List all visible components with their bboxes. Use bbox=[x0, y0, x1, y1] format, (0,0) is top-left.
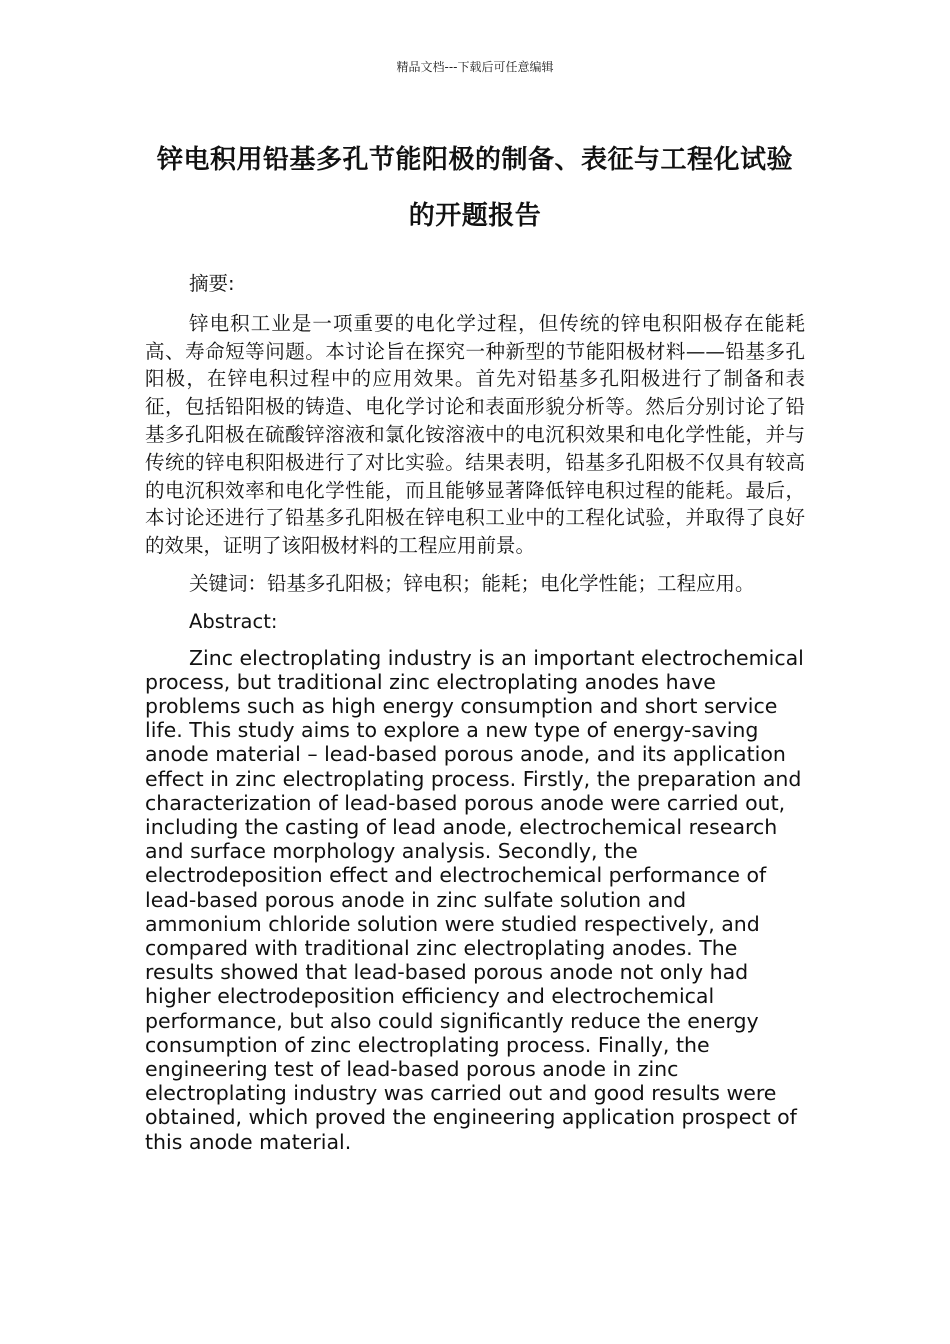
document-title: 锌电积用铅基多孔节能阳极的制备、表征与工程化试验的开题报告 bbox=[156, 145, 793, 231]
abstract-label-cn: 摘要: bbox=[189, 272, 235, 295]
abstract-paragraph-cn: 锌电积工业是一项重要的电化学过程，但传统的锌电积阳极存在能耗高、寿命短等问题。本讨论旨在探究一种新型的节能阳极材料——铅基多孔阳极，在锌电积过程中的应用效果。首先对铅基多孔阳极进行了制备和表征，包括铅阳极的铸造、电化学讨论和表面形貌分析等。然后分别讨论了铅基多孔阳极在硫酸锌溶液和氯化铵溶液中的电沉积效果和电化学性能，并与传统的锌电积阳极进行了对比实验。结果表明，铅基多孔阳极不仅具有较高的电沉积效率和电化学性能，而且能够显著降低锌电积过程的能耗。最后，本讨论还进行了铅基多孔阳极在锌电积工业中的工程化试验，并取得了良好的效果，证明了该阳极材料的工程应用前景。 bbox=[145, 311, 805, 558]
abstract-paragraph-en: Zinc electroplating industry is an important electrochemical process, but traditional zinc electroplating anodes have problems such as high energy consumption and short service life. This study aims to explore a new type of energy-saving anode material – lead-based porous anode, and its application effect in zinc electroplating process. Firstly, the preparation and characterization of lead-based porous anode were carried out, including the casting of lead anode, electrochemical research and surface morphology analysis. Secondly, the electrodeposition effect and electrochemical performance of lead-based porous anode in zinc sulfate solution and ammonium chloride solution were studied respectively, and compared with traditional zinc electroplating anodes. The results showed that lead-based porous anode not only had higher electrodeposition efficiency and electrochemical performance, but also could significantly reduce the energy consumption of zinc electroplating process. Finally, the engineering test of lead-based porous anode in zinc electroplating industry was carried out and good results were obtained, which proved the engineering application prospect of this anode material. bbox=[145, 645, 804, 1154]
header-note: 精品文档---下载后可任意编辑 bbox=[396, 60, 554, 74]
keywords-cn: 关键词：铅基多孔阳极；锌电积；能耗；电化学性能；工程应用。 bbox=[189, 571, 755, 595]
abstract-label-en: Abstract: bbox=[189, 609, 278, 633]
document-body bbox=[145, 270, 805, 1154]
